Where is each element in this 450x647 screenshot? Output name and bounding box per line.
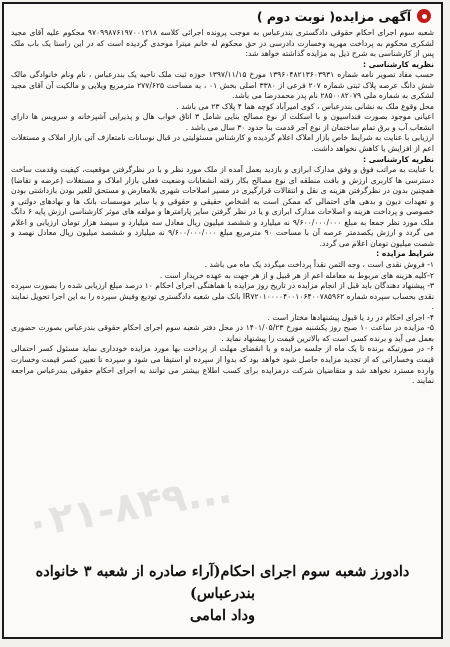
section-heading: شرایط مزایده :	[376, 249, 434, 259]
signature-title: دادورز شعبه سوم اجرای احکام(آراء صادره از شعبه ۳ خانواده بندرعباس)	[35, 563, 410, 602]
condition-item: ۲-کلیه هزینه های مربوط به معامله اعم از هر قبیل و از هر جهت به عهده خریدار است .	[159, 270, 434, 280]
section-paragraph: ارزیابی با عنایت به شرایط خاص بازار املاک اعلام گردیده و کارشناس مسئولیتی در قبال نوسانات نامتعارف آتی بازار املاک و مستغلات اعم از افزایش یا کاهش نخواهد داشت.	[11, 133, 434, 154]
notice-body	[4, 28, 441, 387]
bullet-icon	[417, 9, 431, 23]
auction-notice	[2, 2, 443, 639]
watermark: ۰۲۱-۸۴۹...	[21, 466, 236, 548]
condition-item: ۴- اجرای احکام در رد یا قبول پیشنهادها مختار است .	[267, 312, 434, 322]
condition-item: ۶- در صورتیکه برنده تا یک ماه از جلسه مزایده و با انقضای مهلت از پرداخت بها مورد مزایده خودداری نماید مسئول کسر احتمالی قیمت وخساراتی که از تجدید مزایده حاصل شود خواهد بود که بدوا از سپرده او استیفا می شود و سپرده تا تعیین کسر قیمت وخسارت وارده مسترد نخواهد شد و متقاضیان شرکت درمزایده برای کسب اطلاع بیشتر می توانند به اجرای احکام حقوقی بندرعباس مراجعه نمایند .	[11, 344, 434, 386]
section-paragraph: حسب مفاد تصویر نامه شماره ۱۳۹۶۰۴۸۲۱۳۶۰۳۹۳۱ مورخ ۱۳۹۷/۱۱/۱۵ حوزه ثبت ملک ناحیه یک بندرعباس ، نام ونام خانوادگی مالک شش دانگ عرصه پلاک ثبتی شماره ۲۰۷ فرعی از ۳۳۸۰ اصلی بخش ۰۱ ، به مساحت ۲۷۷/۶۲۵ مترمربع ویلایی و مالکیت آن آقای مجید لشکری به شماره ملی ۲۸۵۰۰۸۲۰۷۹ نام پدر محمدرضا می باشد.	[11, 70, 434, 101]
condition-item: ۵- مزایده در ساعت ۱۰ صبح روز یکشنبه مورخ ۱۴۰۱/۰۵/۲۳ در محل دفتر شعبه سوم اجرای احکام حقوقی بندرعباس بصورت حضوری بعمل می آید و برنده کسی است که بالاترین قیمت را پیشنهاد نماید .	[11, 323, 434, 343]
intro-paragraph: شعبه سوم اجرای احکام حقوقی دادگستری بندرعباس به موجب پرونده اجرائی کلاسه ۹۷۰۹۹۸۷۶۱۹۷۰۰۱۲۱۸ محکوم علیه آقای مجید لشکری محکوم به پرداخت مهریه وخسارت دادرسی در حق محکوم له خانم میترا موحدی گردیده است که در این راستا یک باب ملک پس از کارشناسی به شرح ذیل به مزایده گذاشته خواهد شد:	[11, 28, 434, 59]
notice-title: آگهی مزایده( نوبت دوم )	[256, 8, 411, 24]
section-paragraph: با عنایت به مراتب فوق و وفق مدارک ابرازی و بازدید بعمل آمده از ملک مورد نظر و با در نظرگرفتن موقعیت، کیفیت وقدمت ساخت دسترسی ها کاربری ارزش و بافت منطقه ای نوع مصالح بکار رفته انشعابات وضعیت فعلی بازار املاک و مستغلات (عرضه و تقاضا) همچنین بدون در نظرگرفتن هزینه ی نقل و انتقالات قرارگیری در مسیر اصلاحات شهری بلامعارض و مستحق للغیر بودن بازداشتی بودن و تعهدات دیون و بدهی های احتمالی که ممکن است به اشخاص حقیقی و حقوقی و یا سایر موسسات بانک ها و نهادهای دولتی و خصوصی و پرداخت هزینه و اصلاحات مدارک ابرازی و یا در نظر گرفتن سایر پارامترها و مولفه های موثر کارشناسی ارزش پایه ۶ دانگ ملک مورد نظر جمعا به مبلغ ۹/۶۰۰/۰۰۰/۰۰۰ نه میلیارد و ششصد میلیون ریال معادل سه میلیارد و سیصد هزار تومان ارزیابی و اعلام می گردد و ارزش یکصدمتر عرصه آن با مساحت ۹۰ مترمربع مبلغ ۹/۶۰۰/۰۰۰/۰۰۰ نه میلیارد و ششصد میلیون ریال معادل نهصد و شصت میلیون تومان اعلام می گردد.	[11, 165, 434, 248]
signature-name: وداد امامی	[189, 607, 256, 624]
condition-item: ۳- پیشنهاد دهندگان باید قبل از انجام مزایده در تاریخ روز مزایده با هماهنگی اجرای احکام ۱۰ درصد مبلغ ارزیابی شده را بصورت سپرده نقدی بحساب سپرده شماره IR۷۲۰۱۰۰۰۰۴۰۰۱۰۶۴۰۰۷۸۵۹۶۲ بانک ملی شعبه دادگستری تودیع وفیش سپرده را به این اجرا تحویل نمایند .	[11, 281, 434, 312]
section-heading: نظریه کارشناسی :	[363, 59, 434, 69]
section-paragraph: محل وقوع ملک به نشانی بندرعباس ، کوی امیرآباد کوچه هما ۴ پلاک ۲۳ می باشد .	[176, 101, 434, 111]
notice-header	[4, 4, 441, 28]
section-paragraph: اعیانی موجود بصورت فنداسیون و با اسکلت از نوع مصالح بنایی شامل ۳ اتاق خواب هال و پذیرایی آشپزخانه و سرویس ها دارای انشعاب آب و برق تمام ساختمان از نوع آجر قدمت بنا حدود ۳۰ سال می باشد .	[11, 112, 435, 132]
signature-block	[4, 561, 441, 627]
section-heading: نظریه کارشناسی :	[363, 154, 434, 164]
condition-item: ۱- فروش نقدی است ، وجه الثمن نقداً پرداخت میگردد یک ماه می باشد .	[204, 260, 434, 270]
